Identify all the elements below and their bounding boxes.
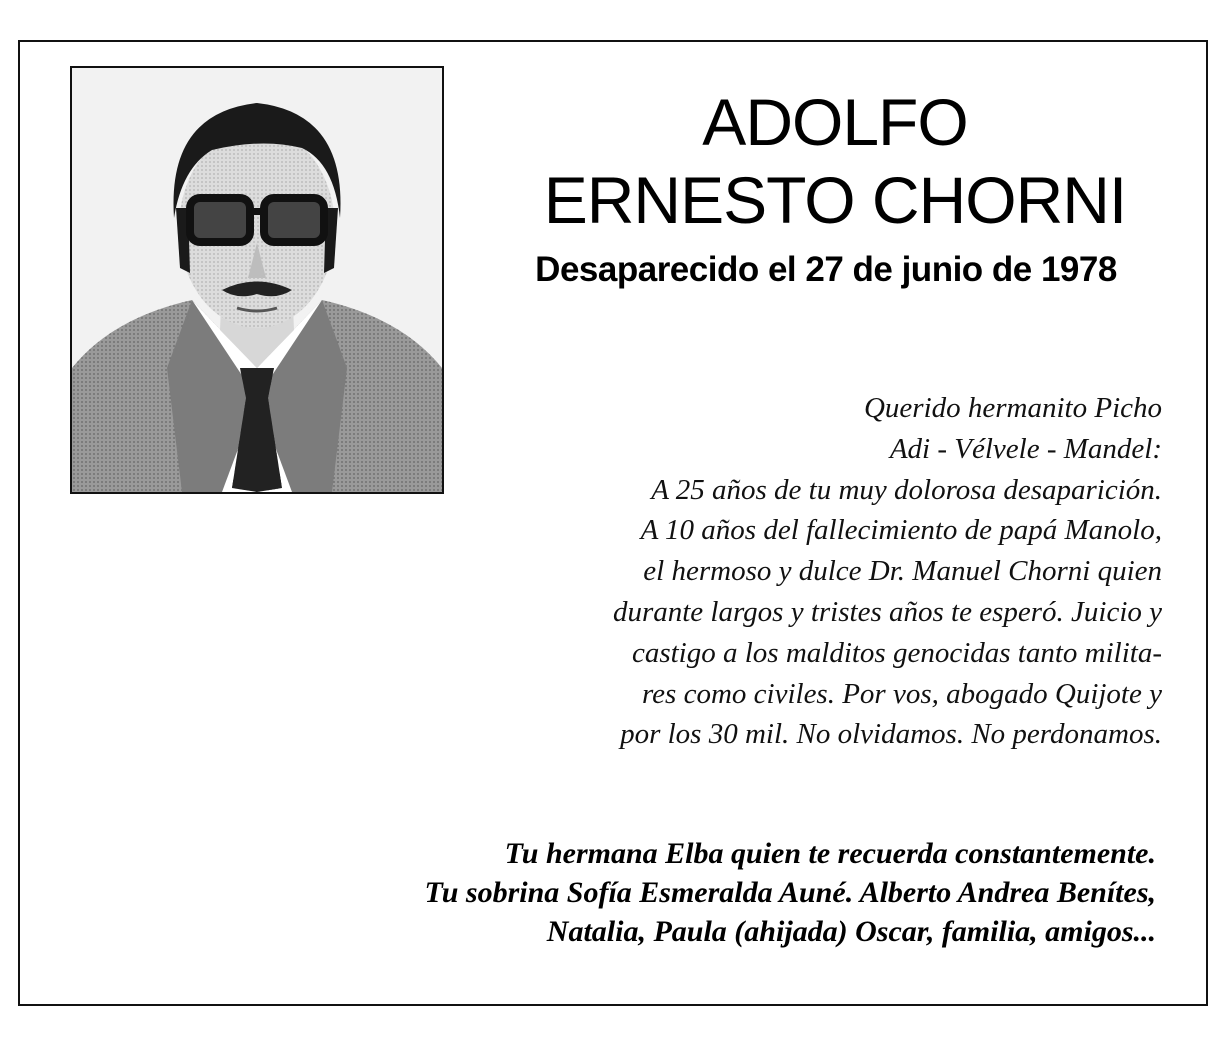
dedication-line: por los 30 mil. No olvidamos. No perdonamos. <box>620 718 1162 751</box>
dedication-line: el hermoso y dulce Dr. Manuel Chorni quien <box>643 555 1162 588</box>
signature-line: Tu sobrina Sofía Esmeralda Auné. Alberto Andrea Benítes, <box>424 876 1156 909</box>
dedication-line: res como civiles. Por vos, abogado Quijote y <box>641 677 1162 710</box>
portrait-illustration <box>72 68 442 492</box>
signature-line: Natalia, Paula (ahijada) Oscar, familia, amigos... <box>546 915 1156 948</box>
signature-line: Tu hermana Elba quien te recuerda constantemente. <box>504 837 1156 870</box>
name-last: ERNESTO CHORNI <box>543 163 1127 237</box>
dedication-line: A 25 años de tu muy dolorosa desaparición. <box>651 473 1162 506</box>
dedication-line: durante largos y tristes años te esperó. Juicio y <box>612 595 1162 628</box>
dedication-line: A 10 años del fallecimiento de papá Manolo, <box>640 514 1162 547</box>
dedication-text <box>462 388 1162 755</box>
dedication-line: castigo a los malditos genocidas tanto milita- <box>631 636 1162 669</box>
name-first: ADOLFO <box>702 85 968 159</box>
dedication-line: Adi - Vélvele - Mandel: <box>889 432 1162 465</box>
disappearance-date: Desaparecido el 27 de junio de 1978 <box>535 250 1117 289</box>
memorial-notice <box>18 40 1208 1006</box>
portrait-photo <box>70 66 444 494</box>
dedication-line: Querido hermanito Picho <box>863 392 1162 424</box>
signature-block <box>156 834 1156 951</box>
